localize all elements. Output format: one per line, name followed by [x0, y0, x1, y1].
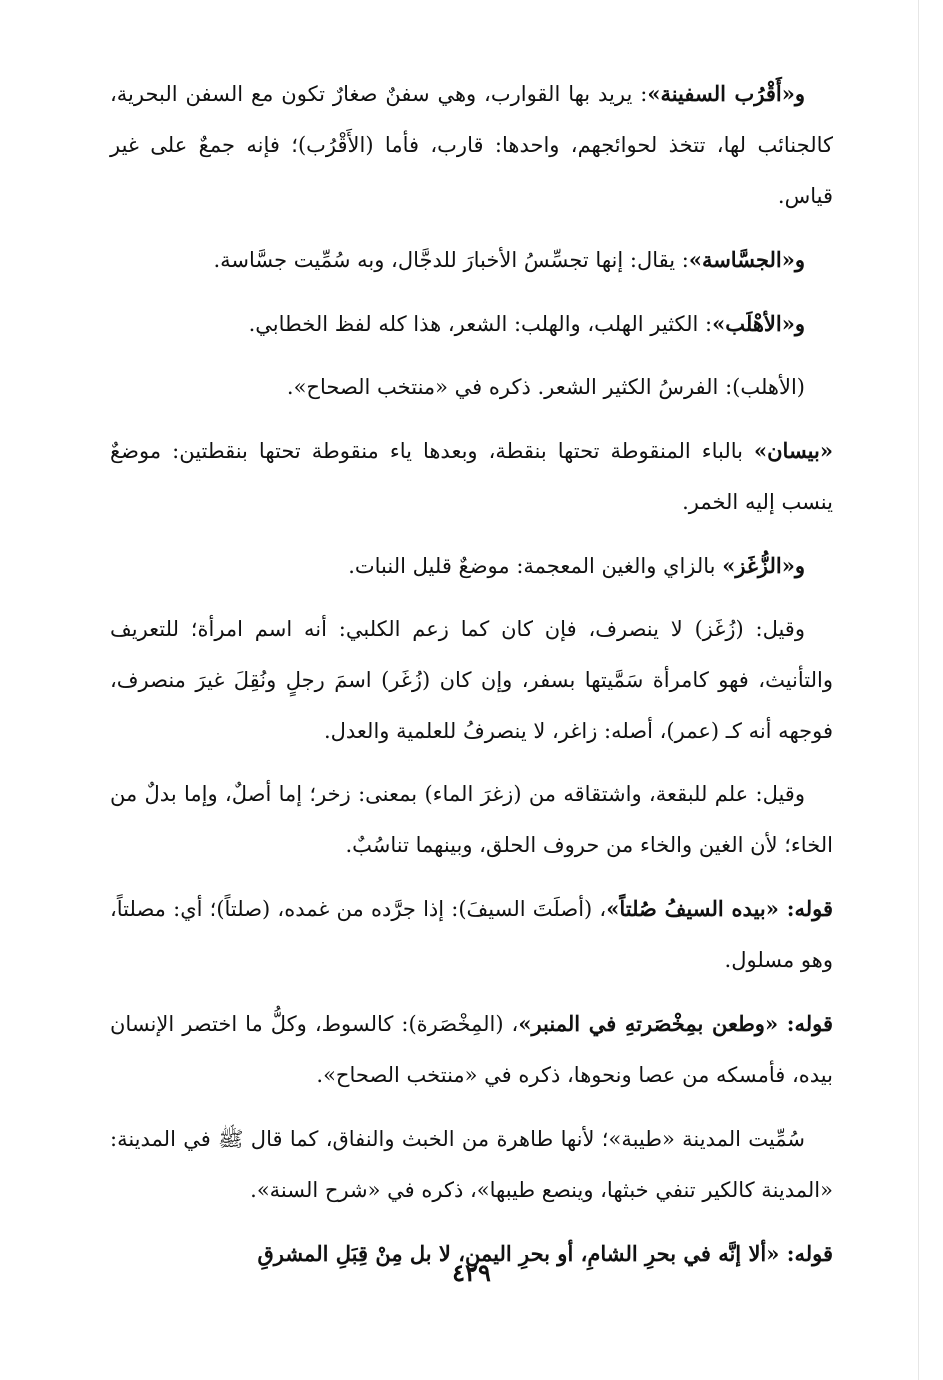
paragraph-mikhsara: [110, 998, 833, 1101]
paragraph-text: : يقال: إنها تجسِّسُ الأخبارَ للدجَّال، وبه سُمِّيت جسَّاسة.: [213, 248, 689, 272]
paragraph-zughar-etymology: [110, 769, 833, 871]
paragraph-text: بالباء المنقوطة تحتها بنقطة، وبعدها ياء منقوطة تحتها بنقطتين: موضعٌ ينسب إليه الخمر.: [110, 439, 833, 514]
headword: «بيسان»: [754, 438, 833, 463]
body-text: [110, 68, 833, 1280]
headword: قوله: «وطعن بمِخْصَرتهِ في المنبر»: [518, 1011, 833, 1036]
headword: قوله: «ألا إنَّه في بحرِ الشامِ، أو بحرِ اليمنِ، لا بل مِنْ قِبَلِ المشرقِ: [257, 1241, 833, 1266]
paragraph-tayba: [110, 1113, 833, 1216]
paragraph-sultan: [110, 883, 833, 986]
headword: قوله: «بيده السيفُ صُلتاً»: [606, 896, 833, 921]
page-edge-line: [918, 0, 919, 1380]
paragraph-ahlab-definition: [110, 362, 833, 413]
paragraph-jassasa: [110, 234, 833, 286]
paragraph-text: (الأهلب): الفرسُ الكثير الشعر. ذكره في «منتخب الصحاح».: [286, 375, 805, 399]
paragraph-zughar: [110, 540, 833, 592]
paragraph-text: ، (أصلَتَ السيفَ): إذا جرَّده من غمده، (صلتاً)؛ أي: مصلتاً، وهو مسلول.: [110, 897, 833, 972]
paragraph-text: وقيل: علم للبقعة، واشتقاقه من (زغرَ الماء) بمعنى: زخر؛ إما أصلٌ، وإما بدلٌ من الخاء؛ لأن الغين والخاء من حروف الحلق، وبينهما تناسُبٌ.: [110, 782, 833, 857]
paragraph-text: ، (المِخْصَرة): كالسوط، وكلُّ ما اختصر الإنسان بيده، فأمسكه من عصا ونحوها، ذكره في «منتخب الصحاح».: [110, 1012, 833, 1087]
headword: و«الجسَّاسة»: [688, 247, 805, 272]
paragraph-text: سُمِّيت المدينة «طيبة»؛ لأنها طاهرة من الخبث والنفاق، كما قال ﷺ في المدينة: «المدينة كالكير تنفي خبثها، وينصع طيبها»، ذكره في «شرح السنة».: [110, 1127, 833, 1202]
headword: و«أَقْرُب السفينة»: [647, 81, 805, 106]
paragraph-text: وقيل: (زُغَز) لا ينصرف، فإن كان كما زعم الكلبي: أنه اسم امرأة؛ للتعريف والتأنيث، فهو كامرأة سَمَّيتها بسفر، وإن كان (زُغَر) اسمَ رجلٍ ونُقِلَ غيرَ منصرف، فوجهه أنه كـ (عمر)، أصله: زاغر، لا ينصرفُ للعلمية والعدل.: [110, 617, 833, 743]
paragraph-aqrub: [110, 68, 833, 222]
page-number: ٤٢٩: [452, 1258, 491, 1287]
headword: و«الزُّغَز»: [722, 553, 805, 578]
paragraph-text: : يريد بها القوارب، وهي سفنٌ صغارٌ تكون مع السفن البحرية، كالجنائب لها، تتخذ لحوائجهم، واحدها: قارب، فأما (الأَقْرُب)؛ فإنه جمعٌ على غير قياس.: [110, 82, 833, 208]
paragraph-zughar-grammar: [110, 604, 833, 757]
headword: و«الأهْلَب»: [712, 311, 805, 336]
paragraph-text: : الكثير الهلب، والهلب: الشعر، هذا كله لفظ الخطابي.: [248, 312, 713, 336]
paragraph-ahlab: [110, 298, 833, 350]
paragraph-text: بالزاي والغين المعجمة: موضعٌ قليل النبات.: [348, 554, 723, 578]
paragraph-baysan: [110, 425, 833, 528]
